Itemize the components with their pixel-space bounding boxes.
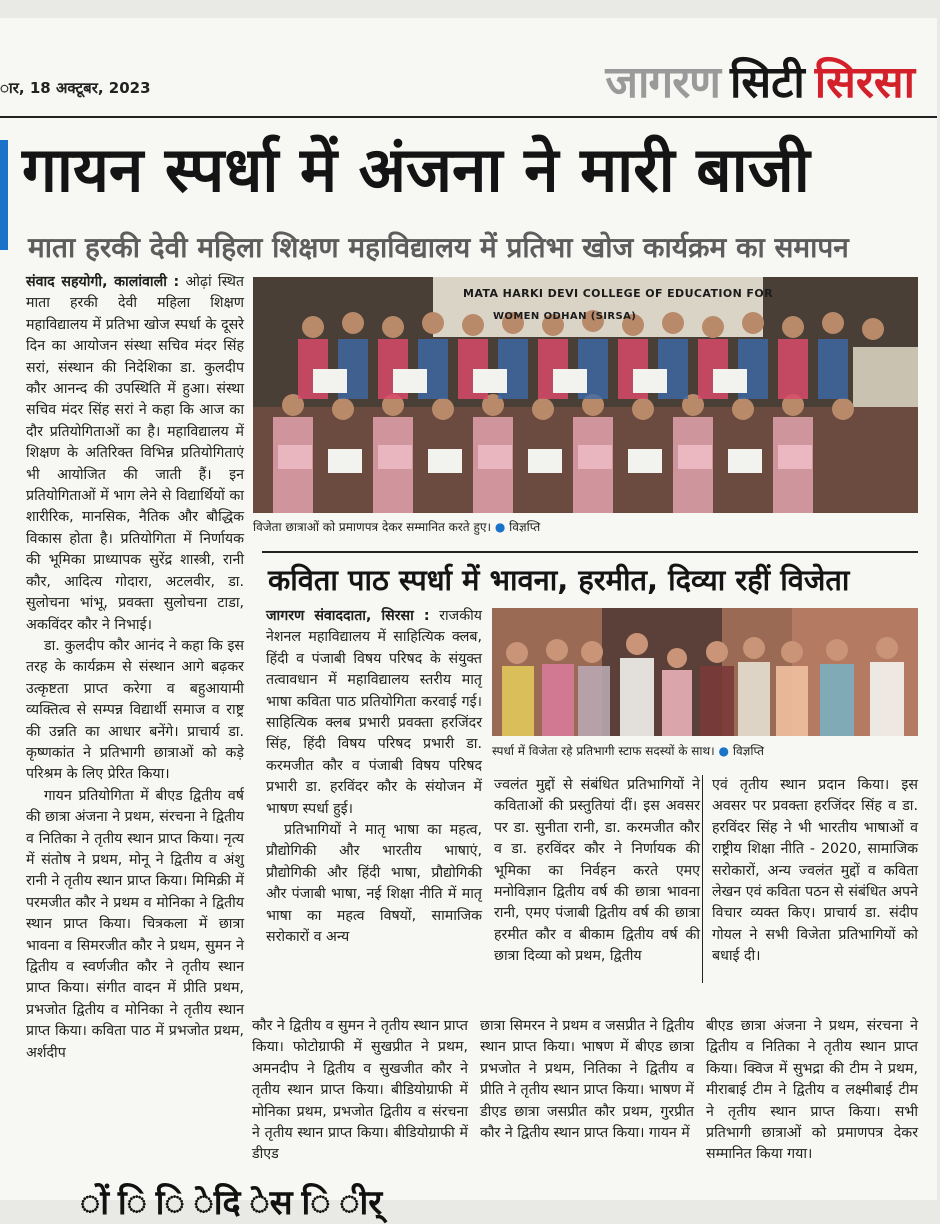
article1-column4 xyxy=(706,1016,918,1172)
photo2-credit: विज्ञप्ति xyxy=(732,744,764,758)
photo2-caption-text: स्पर्धा में विजेता रहे प्रतिभागी स्टाफ सदस्यों के साथ। xyxy=(492,744,715,758)
masthead-city: सिटी xyxy=(730,57,805,108)
masthead-rule xyxy=(0,116,937,118)
article1-para1: ओढ़ां स्थित माता हरकी देवी महिला शिक्षण महाविद्यालय में प्रतिभा खोज स्पर्धा के दूसरे दिन का आयोजन संस्था सचिव मंदर सिंह सरां, संस्थान की निदेशिका डा. कुलदीप कौर आनन्द की उपस्थिति में हुआ। संस्था सचिव मंदर सिंह सरां ने कहा कि आज का दौर प्रतियोगिताओं का है। महाविद्यालय में शिक्षण के अतिरिक्त विभिन्न प्रतियोगिताएं भी आयोजित की जाती हैं। इन प्रतियोगिताओं में भाग लेने से विद्यार्थियों का शारीरिक, मानसिक, नैतिक और बौद्धिक विकास होता है। प्रतियोगिता में निर्णायक की भूमिका प्राध्यापक सुरेंद्र शास्त्री, रानी कौर, आदित्य गोदारा, अटलवीर, डा. सुलोचना भांभू, प्रवक्ता सुलोचना टाडा, अकविंदर कौर ने निभाई। xyxy=(26,274,244,633)
photo2-caption xyxy=(492,742,764,759)
photo-poetry-winners-with-staff xyxy=(492,608,918,736)
masthead-jagran: जागरण xyxy=(605,57,720,108)
photo1-banner-line1: MATA HARKI DEVI COLLEGE OF EDUCATION FOR xyxy=(463,287,773,300)
article2-top-rule xyxy=(262,551,918,553)
article1-col4-text: बीएड छात्रा अंजना ने प्रथम, संरचना ने द्वितीय व नितिका ने तृतीय स्थान प्राप्त किया। क्विज में सुभद्रा की टीम ने प्रथम, मीराबाई टीम ने द्वितीय व लक्ष्मीबाई टीम ने तृतीय स्थान प्राप्त किया। सभी प्रतिभागी छात्राओं को प्रमाणपत्र देकर सम्मानित किया गया। xyxy=(706,1018,918,1163)
article2-byline: जागरण संवाददाता, सिरसा : xyxy=(266,608,430,624)
article1-para2: डा. कुलदीप कौर आनंद ने कहा कि इस तरह के कार्यक्रम से संस्थान आगे बढ़कर उत्कृष्टता प्राप्त करेगा व बहुआयामी व्यक्तित्व से सम्पन्न विद्यार्थी समाज व राष्ट्र की उन्नति का आधार बनेंगे। प्राचार्य डा. कृष्णकांत ने प्रतिभागी छात्राओं को कड़े परिश्रम के लिए प्रेरित किया। xyxy=(26,637,244,783)
article1-column2 xyxy=(252,1016,468,1172)
caption-bullet-icon: ● xyxy=(718,744,730,758)
main-headline: गायन स्पर्धा में अंजना ने मारी बाजी xyxy=(22,133,810,206)
article2-column3 xyxy=(712,775,918,985)
section-marker xyxy=(0,140,8,250)
article1-column1 xyxy=(26,272,244,1172)
photo1-caption-text: विजेता छात्राओं को प्रमाणपत्र देकर सम्मानित करते हुए। xyxy=(253,520,492,534)
top-margin xyxy=(0,0,937,18)
article2-column2 xyxy=(494,775,700,985)
masthead-sirsa: सिरसा xyxy=(814,57,915,108)
article2-column1 xyxy=(266,606,482,981)
masthead xyxy=(605,58,915,110)
article1-column3 xyxy=(480,1016,694,1172)
photo1-credit: विज्ञप्ति xyxy=(509,520,541,534)
caption-bullet-icon: ● xyxy=(494,520,506,534)
article2-col3-text: एवं तृतीय स्थान प्रदान किया। इस अवसर पर प्रवक्ता हरजिंदर सिंह व डा. हरविंदर सिंह ने भी भारतीय भाषाओं व राष्ट्रीय शिक्षा नीति - 2020, सामाजिक सरोकारों, अन्य ज्वलंत मुद्दों व कविता लेखन एवं कविता पठन से संबंधित अपने विचार व्यक्त किए। प्राचार्य डा. संदीप गोयल ने सभी विजेता प्रतिभागियों को बधाई दी। xyxy=(712,777,918,965)
article2-para2: प्रतिभागियों ने मातृ भाषा का महत्व, प्रौद्योगिकी और भारतीय भाषाएं, प्रौद्योगिकी और हिंदी भाषा, प्रौद्योगिकी और पंजाबी भाषा, नई शिक्षा नीति में मातृ भाषा का महत्व विषयों, सामाजिक सरोकारों व अन्य xyxy=(266,822,482,946)
article1-col3-text: छात्रा सिमरन ने प्रथम व जसप्रीत ने द्वितीय स्थान प्राप्त किया। भाषण में बीएड छात्रा प्रभजोत ने प्रथम, नितिका ने द्वितीय व प्रीति ने तृतीय स्थान प्राप्त किया। भाषण में डीएड छात्रा जसप्रीत कौर प्रथम, गुरप्रीत कौर ने द्वितीय स्थान प्राप्त किया। गायन में xyxy=(480,1018,694,1142)
photo-winners-with-certificates xyxy=(253,277,918,513)
issue-date: ार, 18 अक्टूबर, 2023 xyxy=(0,79,151,97)
article1-byline: संवाद सहयोगी, कालांवाली : xyxy=(26,274,180,290)
next-headline-partial: ों ि ि ेदि ेस ि ीर् xyxy=(80,1183,383,1223)
article2-col2-text: ज्वलंत मुद्दों से संबंधित प्रतिभागियों ने कविताओं की प्रस्तुतियां दीं। इस अवसर पर डा. सुनीता रानी, डा. करमजीत कौर व डा. हरविंदर कौर ने निर्णायक की भूमिका का निर्वहन करते एमए मनोविज्ञान द्वितीय वर्ष की छात्रा भावना रानी, एमए पंजाबी द्वितीय वर्ष की छात्रा हरमीत कौर व बीकाम द्वितीय वर्ष की छात्रा दिव्या को प्रथम, द्वितीय xyxy=(494,777,700,965)
photo1-caption xyxy=(253,518,540,535)
article2-headline: कविता पाठ स्पर्धा में भावना, हरमीत, दिव्या रहीं विजेता xyxy=(268,563,850,597)
photo1-banner-line2: WOMEN ODHAN (SIRSA) xyxy=(493,311,637,322)
sub-headline: माता हरकी देवी महिला शिक्षण महाविद्यालय में प्रतिभा खोज कार्यक्रम का समापन xyxy=(28,231,849,264)
article1-col2-text: कौर ने द्वितीय व सुमन ने तृतीय स्थान प्राप्त किया। फोटोग्राफी में सुखप्रीत ने प्रथम, अमनदीप ने द्वितीय व सुखजीत कौर ने तृतीय स्थान प्राप्त किया। बीडियोग्राफी में मोनिका प्रथम, प्रभजोत द्वितीय व संरचना ने तृतीय स्थान प्राप्त किया। बीडियोग्राफी में डीएड xyxy=(252,1018,468,1163)
column-divider xyxy=(702,775,703,983)
article1-para3: गायन प्रतियोगिता में बीएड द्वितीय वर्ष की छात्रा अंजना ने प्रथम, संरचना ने द्वितीय व नितिका ने तृतीय स्थान प्राप्त किया। नृत्य में संतोष ने प्रथम, मोनू ने द्वितीय व अंशु रानी ने तृतीय स्थान प्राप्त किया। मिमिक्री में परमजीत कौर ने प्रथम व मोनिका ने द्वितीय स्थान प्राप्त किया। चित्रकला में छात्रा भावना व सिमरजीत कौर ने प्रथम, सुमन ने द्वितीय व स्वर्णजीत कौर ने तृतीय स्थान प्राप्त किया। संगीत वादन में प्रीति प्रथम, प्रभजोत द्वितीय व मोनिका ने तृतीय स्थान प्राप्त किया। कविता पाठ में प्रभजोत प्रथम, अर्शदीप xyxy=(26,787,244,1061)
article2-para1: राजकीय नेशनल महाविद्यालय में साहित्यिक क्लब, हिंदी व पंजाबी विषय परिषद के संयुक्त तत्वावधान में महाविद्यालय स्तरीय मातृ भाषा कविता पाठ प्रतियोगिता करवाई गई। साहित्यिक क्लब प्रभारी प्रवक्ता हरजिंदर सिंह, हिंदी विषय परिषद प्रभारी डा. करमजीत कौर व पंजाबी विषय परिषद प्रभारी डा. हरविंदर कौर के संयोजन में भाषण स्पर्धा हुई। xyxy=(266,608,483,817)
